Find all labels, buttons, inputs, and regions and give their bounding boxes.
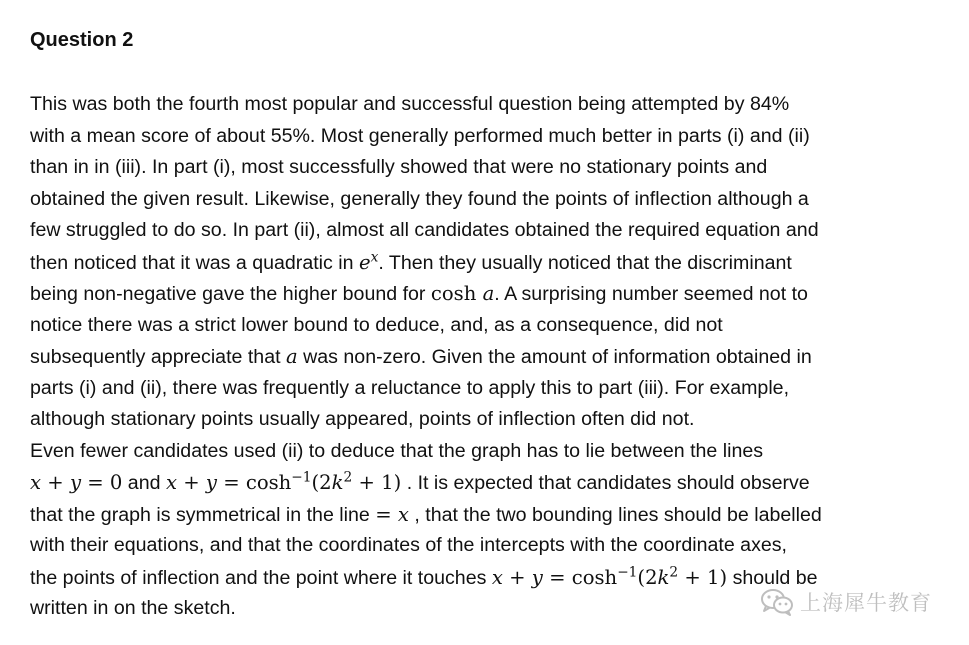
math-symbol: a [285,345,298,368]
math-symbol: k [657,565,670,589]
text-line-3: than in in (iii). In part (i), most successfully showed that were no stationary points and [30,156,768,178]
math-operator: + 1) [352,471,402,494]
math-symmetry-line [375,503,409,526]
text-line-5: few struggled to do so. In part (ii), almost all candidates obtained the required equation and [30,219,819,241]
math-operator: (2 [311,471,332,494]
question-heading: Question 2 [30,29,134,51]
text-line-17: written in on the sketch. [30,597,236,619]
math-exponent: 2 [669,563,679,580]
math-function: cosh [430,282,483,305]
math-upper-line-equation [166,471,401,494]
text-line-12: Even fewer candidates used (ii) to deduce that the graph has to lie between the lines [30,439,764,462]
text-segment: . Then they usually noticed that the discriminant [378,251,792,274]
math-symbol: e [358,250,371,274]
text-segment: being non-negative gave the higher bound for [30,283,431,305]
document-page [30,0,945,645]
math-e-to-x [358,248,379,274]
math-operator: (2 [637,565,658,589]
math-symbol: a [482,282,495,305]
math-symbol: y [205,471,217,494]
math-symbol: y [531,565,543,589]
text-segment: should be [727,566,818,589]
text-segment: that the graph is symmetrical in the line [30,503,376,526]
math-exponent: −1 [617,563,638,580]
text-line-1: This was both the fourth most popular and successful question being attempted by 84% [30,93,790,115]
text-segment: and [122,472,166,494]
math-operator: + [41,471,70,494]
text-line-6 [30,247,945,279]
text-line-9 [30,341,945,373]
math-operator: = cosh [542,565,618,589]
wechat-icon [760,588,794,616]
math-touch-line-equation [491,563,728,589]
text-line-10: parts (i) and (ii), there was frequently a reluctance to apply this to part (iii). For example, [30,376,790,399]
math-symbol: x [397,502,409,526]
math-operator: = 0 [81,471,123,494]
math-cosh-a [431,282,494,305]
math-a [286,345,298,368]
math-symbol: x [165,471,178,494]
math-lower-line-equation [30,471,122,494]
text-segment: . A surprising number seemed not to [494,283,808,305]
math-symbol: y [69,471,82,494]
math-exponent: −1 [291,469,312,486]
math-symbol: x [370,248,379,265]
text-line-13 [30,467,945,499]
math-operator: = cosh [216,471,292,494]
text-line-2: with a mean score of about 55%. Most generally performed much better in parts (i) and (ii) [30,124,810,147]
text-segment: , that the two bounding lines should be labelled [408,503,822,526]
text-segment: was non-zero. Given the amount of information obtained in [297,346,812,368]
math-operator: + [177,471,206,494]
text-line-15: with their equations, and that the coordinates of the intercepts with the coordinate axes, [30,534,787,556]
watermark-text: 上海犀牛教育 [800,591,932,615]
math-exponent: 2 [343,469,353,486]
text-segment: then noticed that it was a quadratic in [30,251,359,274]
text-line-8: notice there was a strict lower bound to deduce, and, as a consequence, did not [30,313,723,336]
text-segment: . It is expected that candidates should observe [401,472,810,494]
text-segment: the points of inflection and the point where it touches [30,566,492,589]
math-symbol: x [30,471,42,494]
math-symbol: k [331,471,344,494]
math-symbol: x [491,565,503,589]
text-line-11: although stationary points usually appeared, points of inflection often did not. [30,408,695,430]
text-line-14 [30,499,945,531]
text-segment: subsequently appreciate that [30,346,286,368]
math-operator: = [375,502,398,526]
text-line-7 [30,278,945,310]
watermark [760,584,932,620]
math-operator: + [502,565,532,589]
report-body [30,89,945,625]
text-line-4: obtained the given result. Likewise, generally they found the points of inflection although a [30,187,809,210]
math-operator: + 1) [678,565,728,589]
